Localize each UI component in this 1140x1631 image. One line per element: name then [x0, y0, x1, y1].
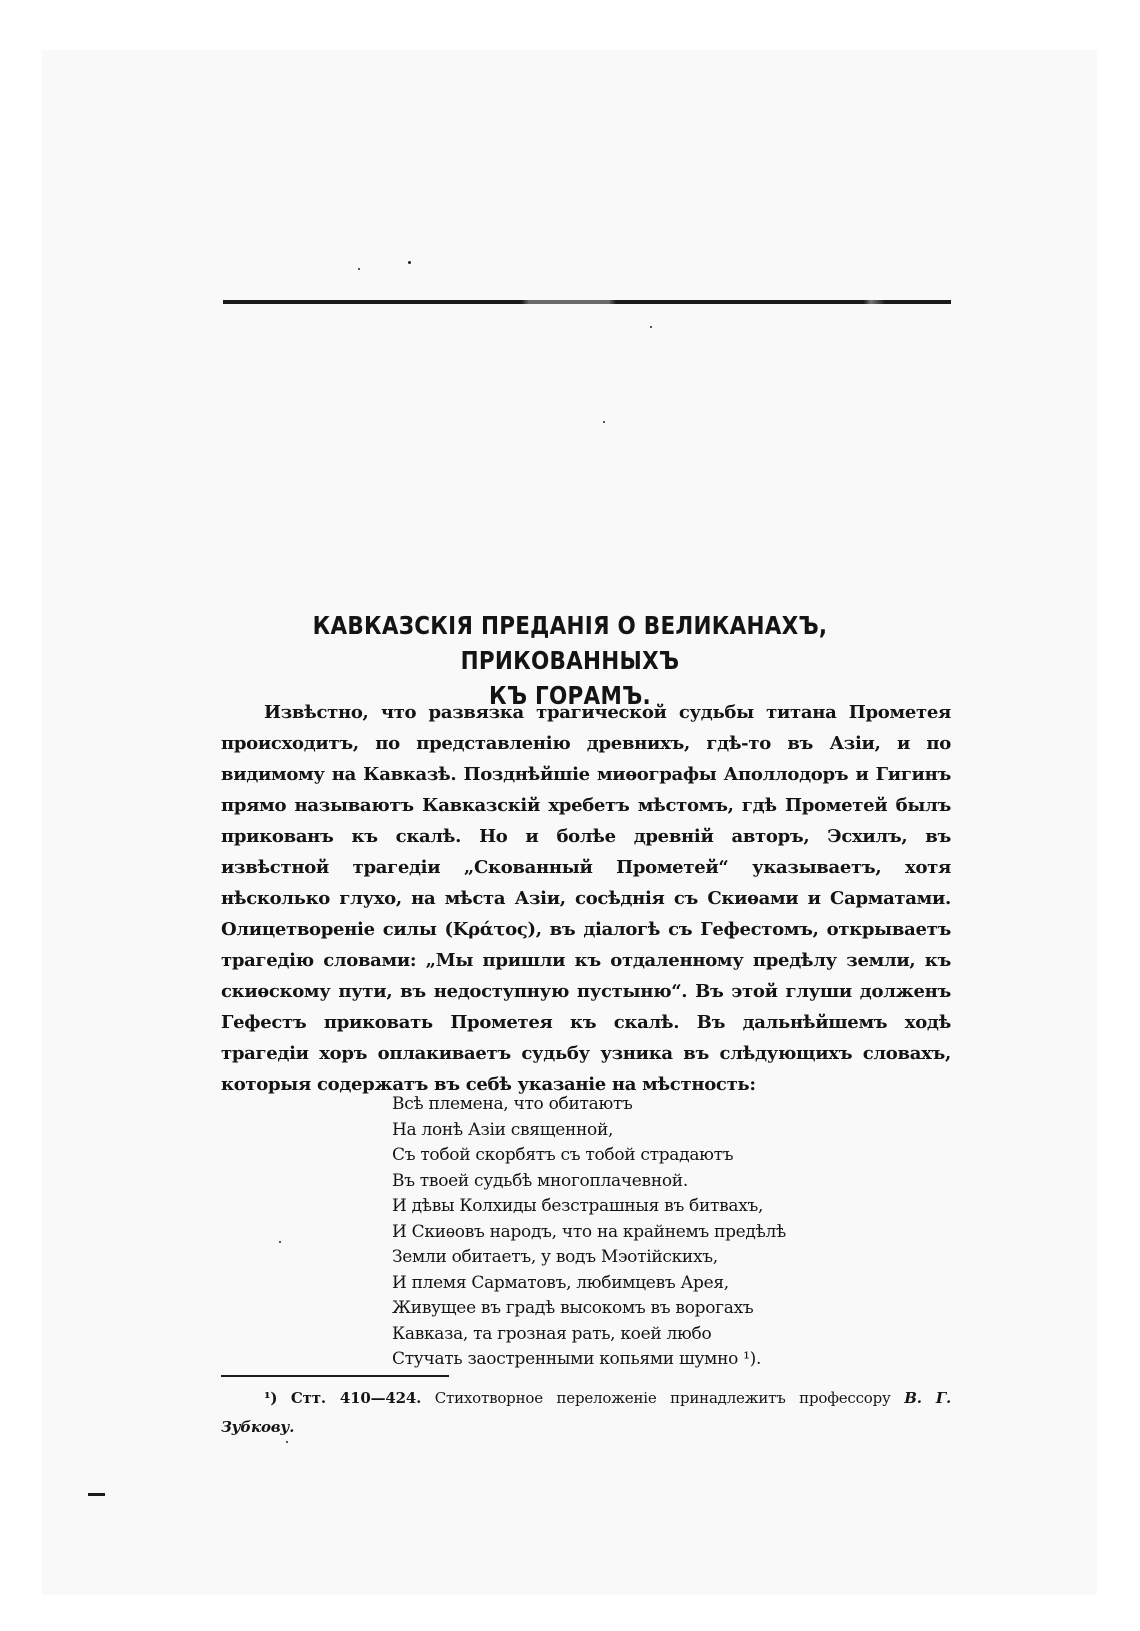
header-rule	[223, 300, 951, 304]
margin-mark	[88, 1493, 105, 1496]
scan-speck	[650, 326, 652, 328]
footnote-text: Стихотворное переложеніе принадлежитъ профессору	[434, 1389, 891, 1407]
scan-speck	[408, 261, 411, 264]
verse-line: Земли обитаетъ, у водъ Мэотійскихъ,	[392, 1247, 718, 1267]
verse-line: Съ тобой скорбятъ съ тобой страдаютъ	[392, 1145, 734, 1165]
verse-line: Въ твоей судьбѣ многоплачевной.	[392, 1170, 688, 1191]
scan-speck	[279, 1241, 281, 1243]
verse-line: И дѣвы Колхиды безстрашныя въ битвахъ,	[392, 1196, 764, 1216]
verse-line: Кавказа, та грозная рать, коей любо	[392, 1323, 712, 1344]
verse-line: И племя Сарматовъ, любимцевъ Арея,	[392, 1272, 729, 1293]
footnote-author: В. Г. Зубкову.	[221, 1389, 952, 1436]
verse-line: Всѣ племена, что обитаютъ	[392, 1094, 633, 1114]
body-paragraph: Извѣстно, что развязка трагической судьбы титана Прометея происходитъ, по представленію древнихъ, гдѣ-то въ Азіи, и по видимому на Кавказѣ. Позднѣйшіе миѳографы Аполлодоръ и Гигинъ прямо называютъ Кавказскій хребетъ мѣстомъ, гдѣ Прометей былъ прикованъ къ скалѣ. Но и болѣе древній авторъ, Эсхилъ, въ извѣстной трагедіи „Скованный Прометей“ указываетъ, хотя нѣсколько глухо, на мѣста Азіи, сосѣднія съ Скиѳами и Сарматами. Олицетвореніе силы (Κράτος), въ діалогѣ съ Гефестомъ, открываетъ трагедію словами: „Мы пришли къ отдаленному предѣлу земли, къ скиѳскому пути, въ недоступную пустыню“. Въ этой глуши долженъ Гефестъ приковать Прометея къ скалѣ. Въ дальнѣйшемъ ходѣ трагедіи хоръ оплакиваетъ судьбу узника въ слѣдующихъ словахъ, которыя содержатъ въ себѣ указаніе на мѣстность:	[221, 702, 951, 1095]
footnote	[221, 1384, 951, 1442]
verse-line: И Скиѳовъ народъ, что на крайнемъ предѣлѣ	[392, 1221, 786, 1242]
verse-line: На лонѣ Азіи священной,	[392, 1119, 614, 1140]
footnote-marker: ¹)	[264, 1389, 278, 1407]
footnote-reference: Стт. 410—424.	[290, 1389, 422, 1407]
verse-block	[392, 1092, 872, 1373]
article-title-line-2: КЪ ГОРАМЪ.	[489, 681, 651, 710]
scan-speck	[358, 268, 360, 270]
verse-line: Живущее въ градѣ высокомъ въ ворогахъ	[392, 1298, 754, 1318]
article-title-line-1: КАВКАЗСКІЯ ПРЕДАНІЯ О ВЕЛИКАНАХЪ, ПРИКОВАННЫХЪ	[312, 611, 828, 675]
scan-speck	[603, 421, 605, 423]
footnote-rule	[221, 1375, 449, 1377]
verse-line: Стучать заостренными копьями шумно ¹).	[392, 1349, 762, 1369]
